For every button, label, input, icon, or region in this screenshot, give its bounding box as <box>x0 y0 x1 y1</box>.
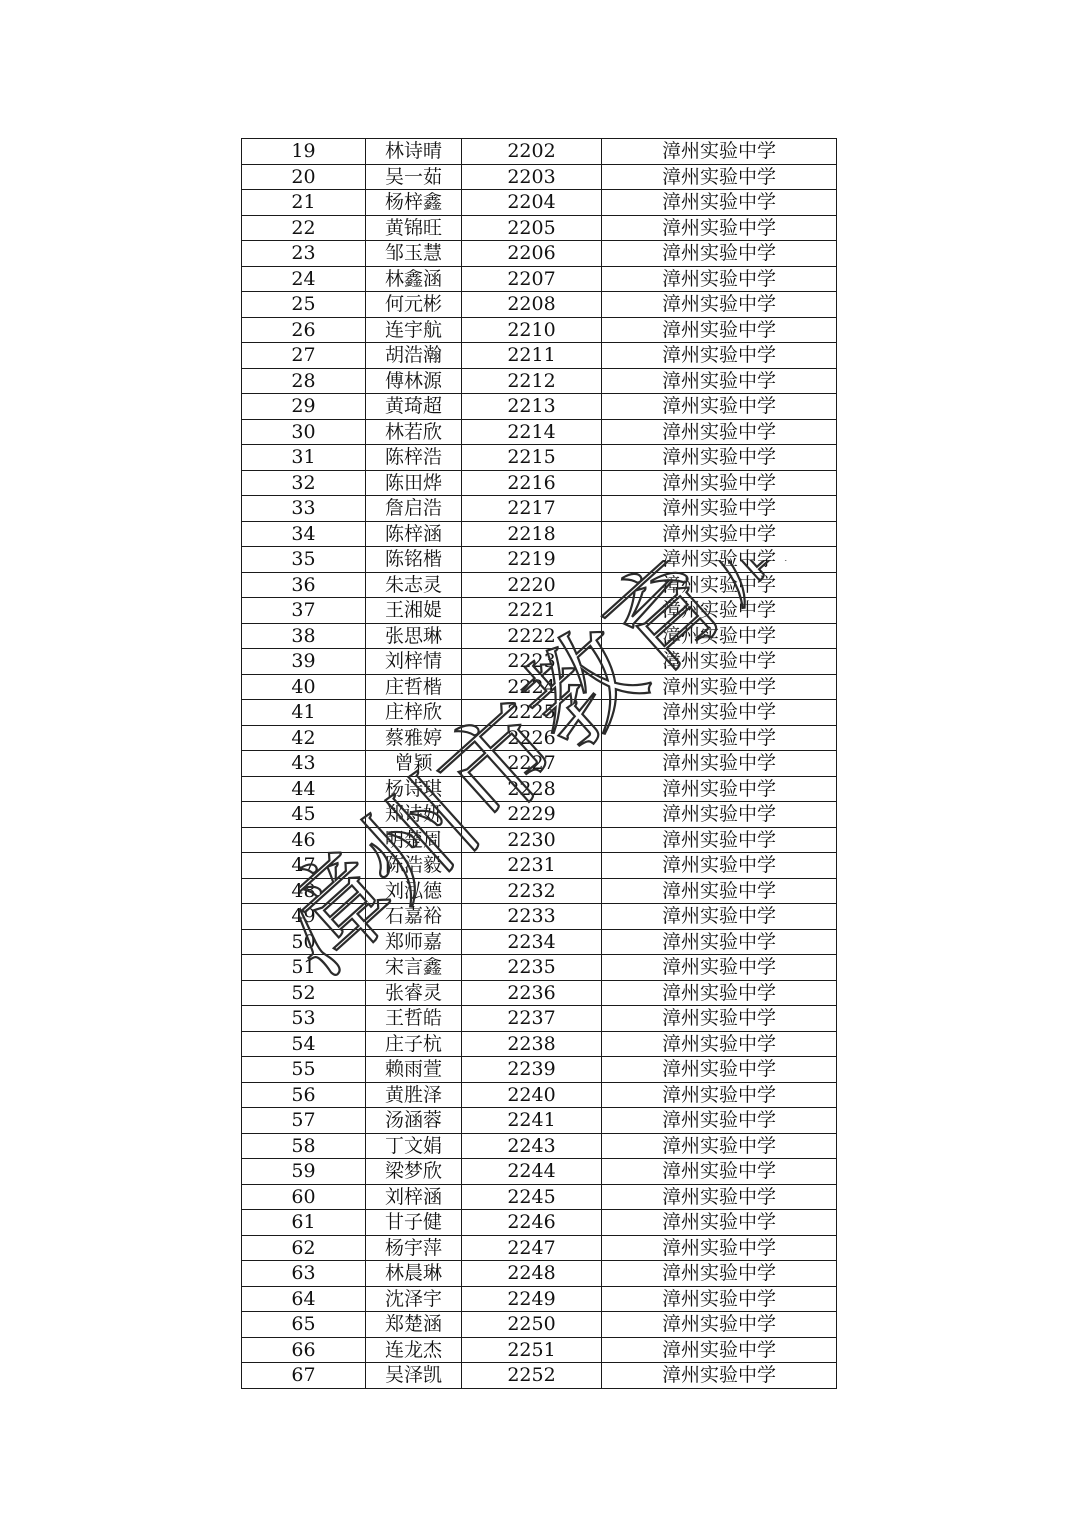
student-id-cell: 2231 <box>462 853 602 879</box>
row-number-cell: 23 <box>242 241 366 267</box>
row-number-cell: 44 <box>242 776 366 802</box>
student-id-cell: 2214 <box>462 419 602 445</box>
table-row <box>242 1337 837 1363</box>
table-row <box>242 266 837 292</box>
student-name-cell: 连宇航 <box>366 317 462 343</box>
school-name-cell: 漳州实验中学 <box>602 343 837 369</box>
table-row <box>242 1082 837 1108</box>
student-name-cell: 明楚周 <box>366 827 462 853</box>
table-row <box>242 980 837 1006</box>
row-number-cell: 33 <box>242 496 366 522</box>
student-name-cell: 赖雨萱 <box>366 1057 462 1083</box>
table-row <box>242 1235 837 1261</box>
student-name-cell: 杨宇萍 <box>366 1235 462 1261</box>
student-id-cell: 2211 <box>462 343 602 369</box>
student-id-cell: 2216 <box>462 470 602 496</box>
table-row <box>242 215 837 241</box>
table-row <box>242 700 837 726</box>
school-name-cell: 漳州实验中学 <box>602 802 837 828</box>
school-name-cell: 漳州实验中学 <box>602 521 837 547</box>
student-name-cell: 曾颖 <box>366 751 462 777</box>
school-name-cell: 漳州实验中学 <box>602 853 837 879</box>
student-id-cell: 2243 <box>462 1133 602 1159</box>
row-number-cell: 42 <box>242 725 366 751</box>
student-id-cell: 2220 <box>462 572 602 598</box>
row-number-cell: 51 <box>242 955 366 981</box>
row-number-cell: 41 <box>242 700 366 726</box>
student-name-cell: 陈浩毅 <box>366 853 462 879</box>
student-name-cell: 吴泽凯 <box>366 1363 462 1389</box>
student-name-cell: 林若欣 <box>366 419 462 445</box>
table-row <box>242 394 837 420</box>
student-id-cell: 2249 <box>462 1286 602 1312</box>
school-name-cell: 漳州实验中学 <box>602 317 837 343</box>
student-name-cell: 杨梓鑫 <box>366 190 462 216</box>
table-row <box>242 802 837 828</box>
student-name-cell: 詹启浩 <box>366 496 462 522</box>
school-name-cell: 漳州实验中学 <box>602 572 837 598</box>
row-number-cell: 34 <box>242 521 366 547</box>
student-id-cell: 2222 <box>462 623 602 649</box>
student-id-cell: 2246 <box>462 1210 602 1236</box>
student-id-cell: 2226 <box>462 725 602 751</box>
table-row <box>242 776 837 802</box>
row-number-cell: 49 <box>242 904 366 930</box>
school-name-cell: 漳州实验中学 <box>602 929 837 955</box>
school-name-cell: 漳州实验中学 <box>602 1184 837 1210</box>
row-number-cell: 35 <box>242 547 366 573</box>
school-name-cell: 漳州实验中学 <box>602 470 837 496</box>
row-number-cell: 19 <box>242 139 366 165</box>
school-name-cell: 漳州实验中学 <box>602 496 837 522</box>
student-id-cell: 2225 <box>462 700 602 726</box>
student-name-cell: 邹玉慧 <box>366 241 462 267</box>
roster-table-body <box>242 139 837 1389</box>
school-name-cell: 漳州实验中学 <box>602 1057 837 1083</box>
student-name-cell: 郑师嘉 <box>366 929 462 955</box>
table-row <box>242 674 837 700</box>
student-name-cell: 黄琦超 <box>366 394 462 420</box>
student-name-cell: 吴一茹 <box>366 164 462 190</box>
table-row <box>242 190 837 216</box>
student-name-cell: 丁文娟 <box>366 1133 462 1159</box>
student-name-cell: 朱志灵 <box>366 572 462 598</box>
student-name-cell: 甘子健 <box>366 1210 462 1236</box>
student-id-cell: 2248 <box>462 1261 602 1287</box>
row-number-cell: 53 <box>242 1006 366 1032</box>
student-id-cell: 2251 <box>462 1337 602 1363</box>
table-row <box>242 1057 837 1083</box>
table-row <box>242 598 837 624</box>
student-id-cell: 2227 <box>462 751 602 777</box>
student-id-cell: 2230 <box>462 827 602 853</box>
table-row <box>242 343 837 369</box>
table-row <box>242 827 837 853</box>
student-name-cell: 黄胜泽 <box>366 1082 462 1108</box>
student-id-cell: 2223 <box>462 649 602 675</box>
school-name-cell: 漳州实验中学 <box>602 827 837 853</box>
student-id-cell: 2240 <box>462 1082 602 1108</box>
table-row <box>242 1184 837 1210</box>
student-name-cell: 庄梓欣 <box>366 700 462 726</box>
student-id-cell: 2250 <box>462 1312 602 1338</box>
table-row <box>242 725 837 751</box>
table-row <box>242 904 837 930</box>
student-id-cell: 2228 <box>462 776 602 802</box>
school-name-cell: 漳州实验中学 <box>602 1159 837 1185</box>
watermark-text: 漳州市教育局 <box>300 560 820 1001</box>
student-name-cell: 林晨琳 <box>366 1261 462 1287</box>
student-id-cell: 2245 <box>462 1184 602 1210</box>
student-id-cell: 2238 <box>462 1031 602 1057</box>
school-name-cell: 漳州实验中学 <box>602 751 837 777</box>
table-row <box>242 1261 837 1287</box>
table-row <box>242 445 837 471</box>
school-name-cell: 漳州实验中学 <box>602 649 837 675</box>
table-row <box>242 419 837 445</box>
row-number-cell: 64 <box>242 1286 366 1312</box>
row-number-cell: 61 <box>242 1210 366 1236</box>
student-name-cell: 刘梓情 <box>366 649 462 675</box>
student-name-cell: 林诗晴 <box>366 139 462 165</box>
student-name-cell: 陈梓涵 <box>366 521 462 547</box>
student-name-cell: 陈田烨 <box>366 470 462 496</box>
table-row <box>242 929 837 955</box>
table-row <box>242 572 837 598</box>
table-row <box>242 1159 837 1185</box>
row-number-cell: 32 <box>242 470 366 496</box>
student-id-cell: 2207 <box>462 266 602 292</box>
table-row <box>242 1133 837 1159</box>
student-name-cell: 陈铭楷 <box>366 547 462 573</box>
school-name-cell: 漳州实验中学 <box>602 904 837 930</box>
student-id-cell: 2232 <box>462 878 602 904</box>
row-number-cell: 37 <box>242 598 366 624</box>
student-id-cell: 2204 <box>462 190 602 216</box>
school-name-cell: 漳州实验中学 <box>602 955 837 981</box>
row-number-cell: 67 <box>242 1363 366 1389</box>
table-row <box>242 1108 837 1134</box>
row-number-cell: 22 <box>242 215 366 241</box>
student-id-cell: 2233 <box>462 904 602 930</box>
student-id-cell: 2210 <box>462 317 602 343</box>
row-number-cell: 20 <box>242 164 366 190</box>
row-number-cell: 57 <box>242 1108 366 1134</box>
student-id-cell: 2213 <box>462 394 602 420</box>
student-name-cell: 汤涵蓉 <box>366 1108 462 1134</box>
table-row <box>242 1286 837 1312</box>
table-row <box>242 1031 837 1057</box>
table-row <box>242 1006 837 1032</box>
row-number-cell: 31 <box>242 445 366 471</box>
student-id-cell: 2202 <box>462 139 602 165</box>
row-number-cell: 36 <box>242 572 366 598</box>
table-row <box>242 1363 837 1389</box>
student-name-cell: 张睿灵 <box>366 980 462 1006</box>
school-name-cell: 漳州实验中学 <box>602 1108 837 1134</box>
school-name-cell: 漳州实验中学 <box>602 980 837 1006</box>
school-name-cell: 漳州实验中学 <box>602 1031 837 1057</box>
student-name-cell: 沈泽宇 <box>366 1286 462 1312</box>
school-name-cell: 漳州实验中学 <box>602 878 837 904</box>
student-name-cell: 陈梓浩 <box>366 445 462 471</box>
student-id-cell: 2212 <box>462 368 602 394</box>
row-number-cell: 58 <box>242 1133 366 1159</box>
table-row <box>242 853 837 879</box>
table-row <box>242 241 837 267</box>
row-number-cell: 25 <box>242 292 366 318</box>
row-number-cell: 43 <box>242 751 366 777</box>
table-row <box>242 521 837 547</box>
student-name-cell: 梁梦欣 <box>366 1159 462 1185</box>
table-row <box>242 139 837 165</box>
table-row <box>242 1312 837 1338</box>
school-name-cell: 漳州实验中学 <box>602 368 837 394</box>
table-row <box>242 1210 837 1236</box>
table-row <box>242 547 837 573</box>
table-row <box>242 317 837 343</box>
table-row <box>242 292 837 318</box>
row-number-cell: 65 <box>242 1312 366 1338</box>
row-number-cell: 62 <box>242 1235 366 1261</box>
school-name-cell: 漳州实验中学 <box>602 1337 837 1363</box>
row-number-cell: 66 <box>242 1337 366 1363</box>
student-name-cell: 傅林源 <box>366 368 462 394</box>
school-name-cell: 漳州实验中学 <box>602 547 837 573</box>
school-name-cell: 漳州实验中学 <box>602 139 837 165</box>
row-number-cell: 38 <box>242 623 366 649</box>
table-row <box>242 496 837 522</box>
student-name-cell: 刘泓德 <box>366 878 462 904</box>
student-id-cell: 2229 <box>462 802 602 828</box>
student-id-cell: 2239 <box>462 1057 602 1083</box>
student-name-cell: 郑诗妍 <box>366 802 462 828</box>
row-number-cell: 27 <box>242 343 366 369</box>
row-number-cell: 40 <box>242 674 366 700</box>
student-name-cell: 庄子杭 <box>366 1031 462 1057</box>
school-name-cell: 漳州实验中学 <box>602 674 837 700</box>
row-number-cell: 28 <box>242 368 366 394</box>
student-name-cell: 王湘媞 <box>366 598 462 624</box>
row-number-cell: 63 <box>242 1261 366 1287</box>
student-id-cell: 2241 <box>462 1108 602 1134</box>
row-number-cell: 60 <box>242 1184 366 1210</box>
student-id-cell: 2236 <box>462 980 602 1006</box>
school-name-cell: 漳州实验中学 <box>602 266 837 292</box>
school-name-cell: 漳州实验中学 <box>602 190 837 216</box>
student-roster-table <box>241 138 837 1389</box>
student-id-cell: 2252 <box>462 1363 602 1389</box>
student-id-cell: 2215 <box>462 445 602 471</box>
student-id-cell: 2217 <box>462 496 602 522</box>
school-name-cell: 漳州实验中学 <box>602 1312 837 1338</box>
row-number-cell: 29 <box>242 394 366 420</box>
student-name-cell: 刘梓涵 <box>366 1184 462 1210</box>
table-row <box>242 470 837 496</box>
table-row <box>242 368 837 394</box>
student-id-cell: 2237 <box>462 1006 602 1032</box>
student-id-cell: 2234 <box>462 929 602 955</box>
table-row <box>242 649 837 675</box>
student-name-cell: 石嘉裕 <box>366 904 462 930</box>
row-number-cell: 45 <box>242 802 366 828</box>
student-id-cell: 2224 <box>462 674 602 700</box>
row-number-cell: 39 <box>242 649 366 675</box>
student-id-cell: 2208 <box>462 292 602 318</box>
row-number-cell: 30 <box>242 419 366 445</box>
school-name-cell: 漳州实验中学 <box>602 1235 837 1261</box>
row-number-cell: 59 <box>242 1159 366 1185</box>
student-name-cell: 黄锦旺 <box>366 215 462 241</box>
student-id-cell: 2203 <box>462 164 602 190</box>
school-name-cell: 漳州实验中学 <box>602 292 837 318</box>
table-row <box>242 878 837 904</box>
row-number-cell: 24 <box>242 266 366 292</box>
row-number-cell: 48 <box>242 878 366 904</box>
student-name-cell: 蔡雅婷 <box>366 725 462 751</box>
student-id-cell: 2235 <box>462 955 602 981</box>
school-name-cell: 漳州实验中学 <box>602 1133 837 1159</box>
row-number-cell: 56 <box>242 1082 366 1108</box>
student-id-cell: 2247 <box>462 1235 602 1261</box>
school-name-cell: 漳州实验中学 <box>602 1286 837 1312</box>
school-name-cell: 漳州实验中学 <box>602 419 837 445</box>
school-name-cell: 漳州实验中学 <box>602 725 837 751</box>
school-name-cell: 漳州实验中学 <box>602 598 837 624</box>
school-name-cell: 漳州实验中学 <box>602 445 837 471</box>
school-name-cell: 漳州实验中学 <box>602 164 837 190</box>
student-name-cell: 宋言鑫 <box>366 955 462 981</box>
student-name-cell: 郑楚涵 <box>366 1312 462 1338</box>
student-id-cell: 2205 <box>462 215 602 241</box>
table-row <box>242 751 837 777</box>
school-name-cell: 漳州实验中学 <box>602 1210 837 1236</box>
student-name-cell: 张思琳 <box>366 623 462 649</box>
student-name-cell: 杨诗琪 <box>366 776 462 802</box>
student-name-cell: 连龙杰 <box>366 1337 462 1363</box>
row-number-cell: 50 <box>242 929 366 955</box>
school-name-cell: 漳州实验中学 <box>602 215 837 241</box>
student-name-cell: 胡浩瀚 <box>366 343 462 369</box>
student-id-cell: 2218 <box>462 521 602 547</box>
student-id-cell: 2221 <box>462 598 602 624</box>
table-row <box>242 164 837 190</box>
student-id-cell: 2219 <box>462 547 602 573</box>
student-id-cell: 2206 <box>462 241 602 267</box>
school-name-cell: 漳州实验中学 <box>602 1261 837 1287</box>
row-number-cell: 54 <box>242 1031 366 1057</box>
student-name-cell: 何元彬 <box>366 292 462 318</box>
row-number-cell: 21 <box>242 190 366 216</box>
student-name-cell: 林鑫涵 <box>366 266 462 292</box>
school-name-cell: 漳州实验中学 <box>602 1363 837 1389</box>
row-number-cell: 46 <box>242 827 366 853</box>
row-number-cell: 55 <box>242 1057 366 1083</box>
student-name-cell: 王哲皓 <box>366 1006 462 1032</box>
table-row <box>242 623 837 649</box>
school-name-cell: 漳州实验中学 <box>602 1006 837 1032</box>
table-row <box>242 955 837 981</box>
row-number-cell: 52 <box>242 980 366 1006</box>
student-name-cell: 庄哲楷 <box>366 674 462 700</box>
school-name-cell: 漳州实验中学 <box>602 776 837 802</box>
school-name-cell: 漳州实验中学 <box>602 394 837 420</box>
school-name-cell: 漳州实验中学 <box>602 1082 837 1108</box>
school-name-cell: 漳州实验中学 <box>602 700 837 726</box>
row-number-cell: 26 <box>242 317 366 343</box>
row-number-cell: 47 <box>242 853 366 879</box>
student-id-cell: 2244 <box>462 1159 602 1185</box>
school-name-cell: 漳州实验中学 <box>602 623 837 649</box>
school-name-cell: 漳州实验中学 <box>602 241 837 267</box>
